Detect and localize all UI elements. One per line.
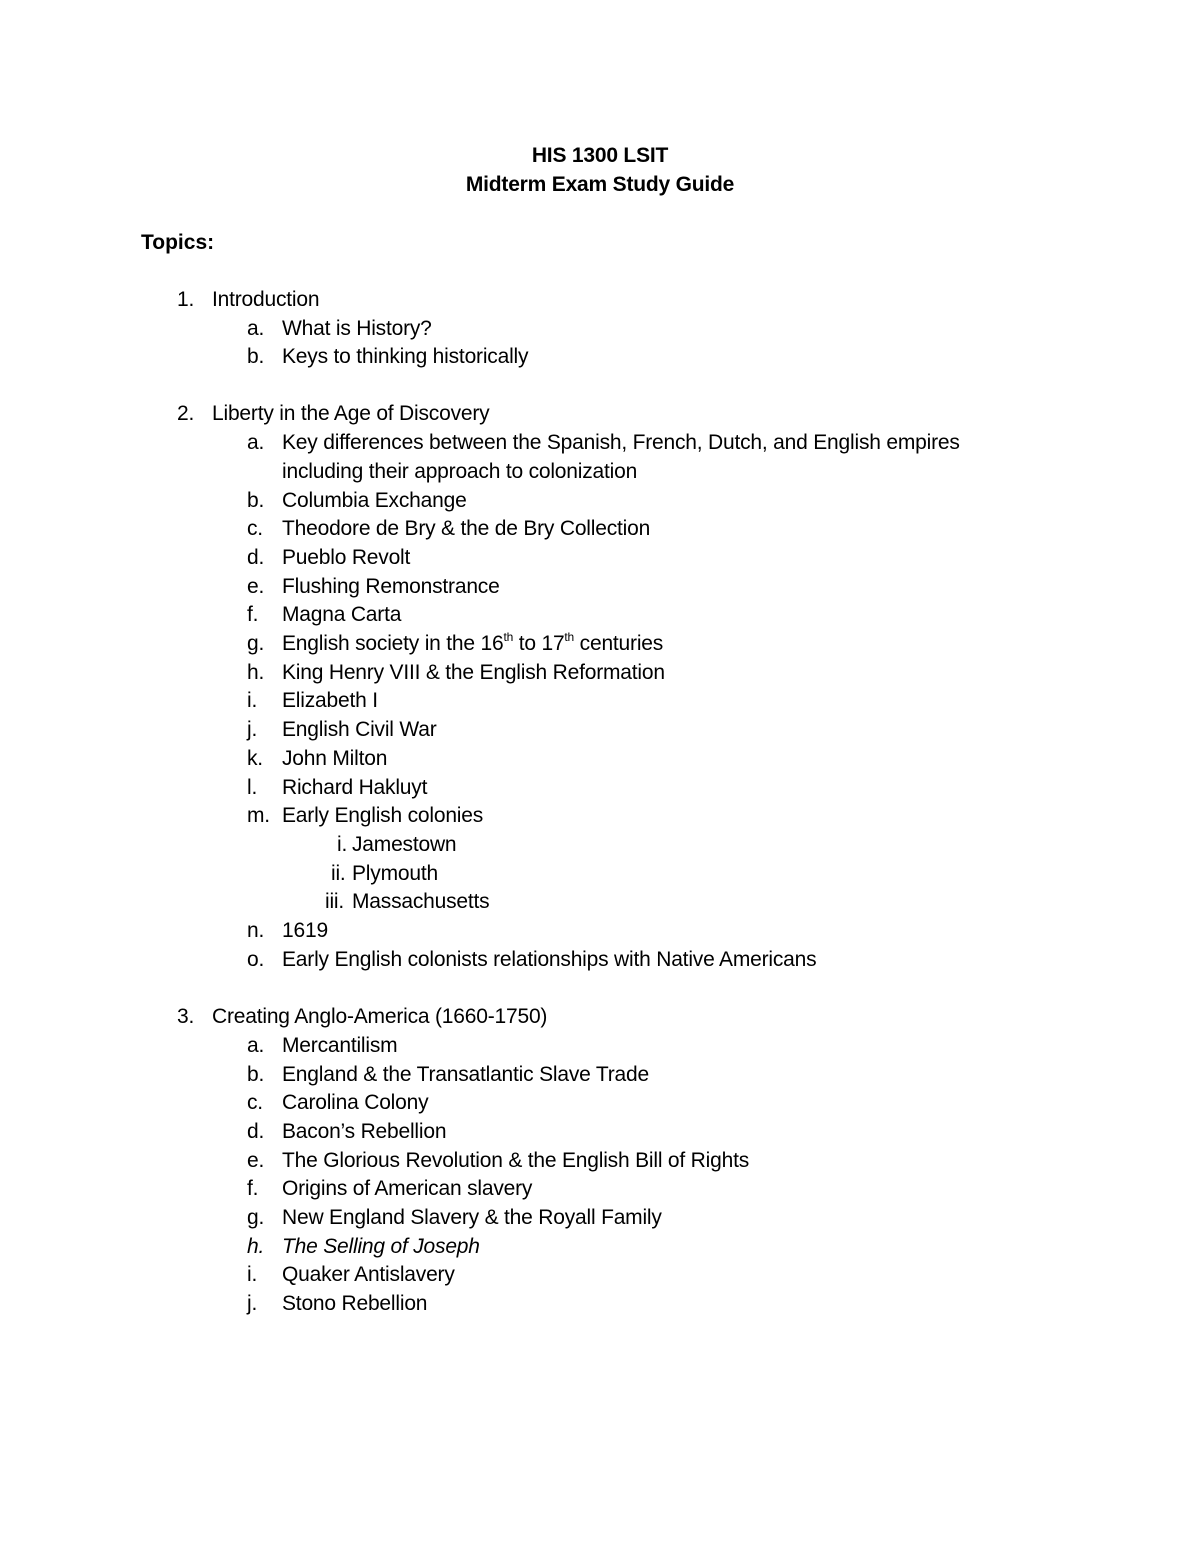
item-text: English Civil War: [282, 718, 437, 741]
item-marker: a.: [247, 317, 265, 340]
section-number: 2.: [177, 402, 195, 425]
item-marker: b.: [247, 1063, 265, 1086]
section-number: 3.: [177, 1005, 195, 1028]
subitem-text: Jamestown: [352, 833, 457, 856]
item-marker: j.: [247, 718, 258, 741]
item-text: Flushing Remonstrance: [282, 575, 500, 598]
item-marker: f.: [247, 603, 259, 626]
item-marker: h.: [247, 661, 265, 684]
item-text: Richard Hakluyt: [282, 776, 428, 799]
item-marker: o.: [247, 948, 265, 971]
item-marker: l.: [247, 776, 258, 799]
item-text: Bacon’s Rebellion: [282, 1120, 447, 1143]
superscript: th: [503, 630, 514, 644]
item-marker: i.: [247, 1263, 258, 1286]
item-marker: f.: [247, 1177, 259, 1200]
item-text: English society in the 16th to 17th centuries: [282, 630, 664, 655]
item-marker: b.: [247, 489, 265, 512]
subitem-text: Plymouth: [352, 862, 438, 885]
item-text: Early English colonies: [282, 804, 484, 827]
item-text: Magna Carta: [282, 603, 402, 626]
item-marker: m.: [247, 804, 270, 827]
item-marker: k.: [247, 747, 263, 770]
document-title: Midterm Exam Study Guide: [465, 173, 735, 196]
item-text: Theodore de Bry & the de Bry Collection: [282, 517, 651, 540]
section-title: Liberty in the Age of Discovery: [212, 402, 490, 425]
item-marker: i.: [247, 689, 258, 712]
subitem-marker: iii.: [325, 890, 345, 913]
item-marker: g.: [247, 1206, 265, 1229]
item-text: The Glorious Revolution & the English Bill of Rights: [282, 1149, 750, 1172]
item-text: England & the Transatlantic Slave Trade: [282, 1063, 649, 1086]
item-marker: n.: [247, 919, 265, 942]
item-text: Early English colonists relationships with Native Americans: [282, 948, 817, 971]
item-marker: d.: [247, 1120, 265, 1143]
item-text: John Milton: [282, 747, 388, 770]
item-text: Quaker Antislavery: [282, 1263, 455, 1286]
section-number: 1.: [177, 288, 195, 311]
item-text: Elizabeth I: [282, 689, 378, 712]
topics-label: Topics:: [141, 231, 215, 254]
superscript: th: [564, 630, 575, 644]
item-text: Mercantilism: [282, 1034, 398, 1057]
item-text: The Selling of Joseph: [282, 1235, 480, 1258]
item-marker: e.: [247, 575, 265, 598]
item-marker: c.: [247, 517, 263, 540]
item-text: Carolina Colony: [282, 1091, 429, 1114]
item-text: Keys to thinking historically: [282, 345, 529, 368]
item-text: Origins of American slavery: [282, 1177, 533, 1200]
item-text-continuation: including their approach to colonization: [282, 460, 638, 483]
item-marker: j.: [247, 1292, 258, 1315]
subitem-marker: ii.: [331, 862, 346, 885]
item-marker: a.: [247, 1034, 265, 1057]
item-marker: h.: [247, 1235, 265, 1258]
item-text: 1619: [282, 919, 328, 942]
course-code: HIS 1300 LSIT: [531, 144, 669, 167]
subitem-marker: i.: [337, 833, 348, 856]
item-marker: d.: [247, 546, 265, 569]
section-title: Introduction: [212, 288, 320, 311]
item-text: King Henry VIII & the English Reformation: [282, 661, 665, 684]
item-marker: a.: [247, 431, 265, 454]
item-text: Columbia Exchange: [282, 489, 467, 512]
item-text: What is History?: [282, 317, 432, 340]
subitem-text: Massachusetts: [352, 890, 490, 913]
section-title: Creating Anglo-America (1660-1750): [212, 1005, 548, 1028]
item-text: Key differences between the Spanish, French, Dutch, and English empires: [282, 431, 960, 454]
item-marker: c.: [247, 1091, 263, 1114]
item-marker: e.: [247, 1149, 265, 1172]
item-marker: g.: [247, 632, 265, 655]
item-text: New England Slavery & the Royall Family: [282, 1206, 662, 1229]
item-marker: b.: [247, 345, 265, 368]
item-text: Stono Rebellion: [282, 1292, 428, 1315]
item-text: Pueblo Revolt: [282, 546, 411, 569]
